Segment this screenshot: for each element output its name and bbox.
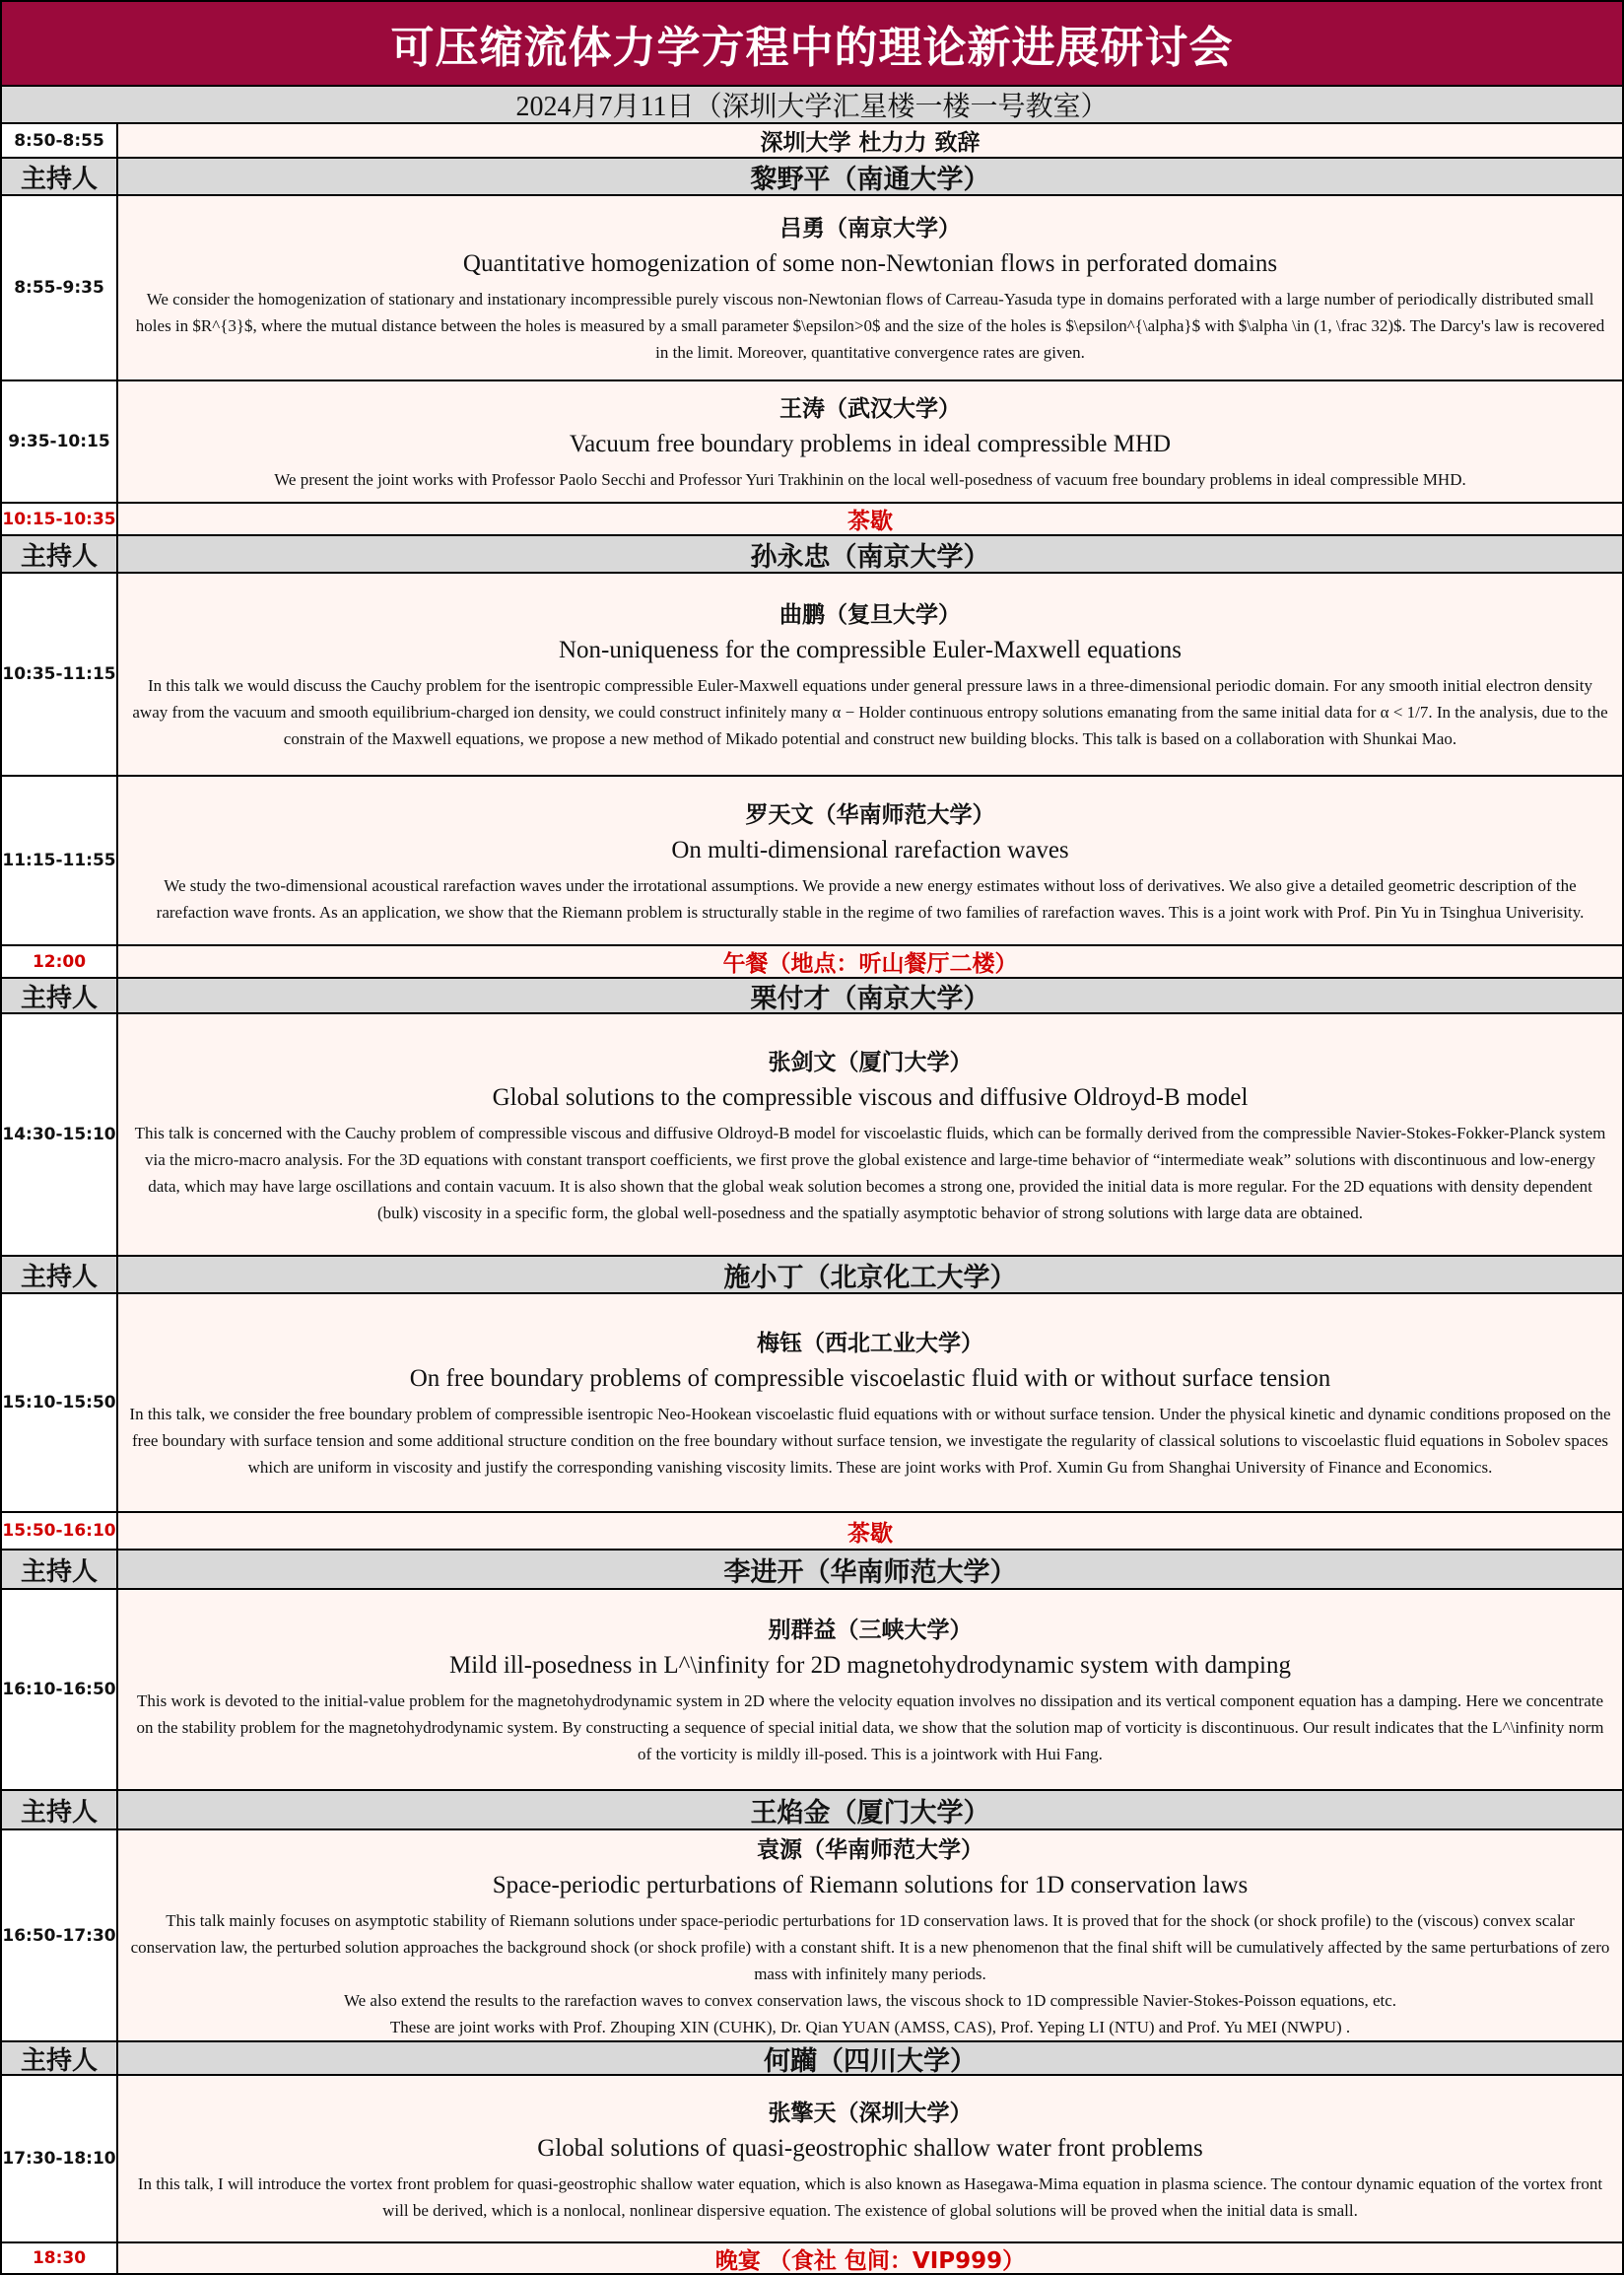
talk-title: Global solutions to the compressible viscous and diffusive Oldroyd-B model bbox=[492, 1083, 1249, 1111]
host-row bbox=[0, 1791, 1624, 1830]
host-row bbox=[0, 2042, 1624, 2076]
break-row bbox=[0, 1513, 1624, 1551]
host-label: 主持人 bbox=[2, 159, 118, 194]
talk-abstract: In this talk, we consider the free boundary problem of compressible isentropic Neo-Hookean viscoelastic fluid equations with or without surface tension. Under the physical kinetic and dynamic conditions proposed on the free boundary with surface tension and some additional structure condition on the free boundary without surface tension, we investigate the regularity of classical solutions to viscoelastic fluid equations in Sobolev spaces which are uniform in viscosity and justify the corresponding vanishing viscosity limits. These are joint works with Prof. Xumin Gu from Shanghai University of Finance and Economics. bbox=[129, 1405, 1611, 1477]
dinner-label: 晚宴 （食社 包间：VIP999） bbox=[714, 2247, 1026, 2273]
talk-row bbox=[0, 1014, 1624, 1257]
time-cell: 8:50-8:55 bbox=[2, 124, 118, 157]
talk-title: Mild ill-posedness in L^\infinity for 2D magnetohydrodynamic system with damping bbox=[449, 1652, 1291, 1679]
talk-content bbox=[118, 1014, 1622, 1255]
time-cell: 8:55-9:35 bbox=[2, 196, 118, 379]
opening-remarks: 深圳大学 杜力力 致辞 bbox=[760, 130, 981, 156]
time-cell: 17:30-18:10 bbox=[2, 2076, 118, 2241]
host-label: 主持人 bbox=[2, 1551, 118, 1588]
time-cell: 16:10-16:50 bbox=[2, 1590, 118, 1789]
talk-content bbox=[118, 2076, 1622, 2241]
speaker-name: 张剑文（厦门大学） bbox=[768, 1049, 973, 1075]
talk-content bbox=[118, 1830, 1622, 2040]
opening-row bbox=[0, 124, 1624, 159]
host-row bbox=[0, 1257, 1624, 1294]
break-label: 茶歇 bbox=[847, 1520, 893, 1547]
time-cell: 18:30 bbox=[2, 2243, 118, 2273]
time-cell: 12:00 bbox=[2, 946, 118, 977]
time-cell: 9:35-10:15 bbox=[2, 381, 118, 502]
host-label: 主持人 bbox=[2, 2042, 118, 2074]
host-name: 孙永忠（南京大学） bbox=[750, 541, 990, 572]
talk-content bbox=[118, 1590, 1622, 1789]
time-cell: 15:50-16:10 bbox=[2, 1513, 118, 1549]
speaker-name: 王涛（武汉大学） bbox=[779, 396, 961, 422]
talk-row bbox=[0, 1830, 1624, 2042]
speaker-name: 别群益（三峡大学） bbox=[768, 1618, 973, 1643]
talk-title: Quantitative homogenization of some non-Newtonian flows in perforated domains bbox=[462, 250, 1278, 277]
date-line: 2024月7月11日（深圳大学汇星楼一楼一号教室） bbox=[0, 87, 1624, 124]
speaker-name: 曲鹏（复旦大学） bbox=[779, 602, 961, 628]
talk-content bbox=[118, 574, 1622, 775]
talk-content bbox=[118, 777, 1622, 944]
host-row bbox=[0, 159, 1624, 196]
host-name: 李进开（华南师范大学） bbox=[723, 1556, 1017, 1588]
talk-row bbox=[0, 1294, 1624, 1513]
speaker-name: 罗天文（华南师范大学） bbox=[745, 801, 995, 828]
talk-title: On free boundary problems of compressible viscoelastic fluid with or without surface tension bbox=[409, 1365, 1331, 1392]
time-cell: 16:50-17:30 bbox=[2, 1830, 118, 2040]
talk-content bbox=[118, 1294, 1622, 1511]
talk-title: On multi-dimensional rarefaction waves bbox=[671, 836, 1069, 863]
host-name: 栗付才（南京大学） bbox=[750, 983, 990, 1012]
talk-title: Vacuum free boundary problems in ideal compressible MHD bbox=[569, 431, 1172, 457]
talk-row bbox=[0, 196, 1624, 381]
host-label: 主持人 bbox=[2, 1791, 118, 1828]
talk-row bbox=[0, 777, 1624, 946]
break-row bbox=[0, 2243, 1624, 2275]
host-row bbox=[0, 536, 1624, 574]
talk-content bbox=[118, 381, 1622, 502]
time-cell: 10:35-11:15 bbox=[2, 574, 118, 775]
host-name: 施小丁（北京化工大学） bbox=[723, 1262, 1017, 1292]
host-row bbox=[0, 1551, 1624, 1590]
talk-title: Global solutions of quasi-geostrophic shallow water front problems bbox=[537, 2134, 1203, 2162]
host-label: 主持人 bbox=[2, 1257, 118, 1292]
host-name: 何躏（四川大学） bbox=[764, 2045, 977, 2074]
talk-row bbox=[0, 381, 1624, 504]
speaker-name: 袁源（华南师范大学） bbox=[757, 1836, 983, 1863]
page-title: 可压缩流体力学方程中的理论新进展研讨会 bbox=[0, 0, 1624, 87]
break-row bbox=[0, 946, 1624, 979]
talk-row bbox=[0, 2076, 1624, 2243]
talk-abstract: In this talk, I will introduce the vortex front problem for quasi-geostrophic shallow water equation, which is also known as Hasegawa-Mima equation in plasma science. The contour dynamic equation of the vortex front will be derived, which is a nonlocal, nonlinear dispersive equation. The existence of global solutions will be proved when the initial data is small. bbox=[137, 2173, 1603, 2220]
talk-row bbox=[0, 574, 1624, 777]
talk-title: Non-uniqueness for the compressible Euler-Maxwell equations bbox=[559, 637, 1182, 663]
host-label: 主持人 bbox=[2, 536, 118, 572]
time-cell: 15:10-15:50 bbox=[2, 1294, 118, 1511]
lunch-label: 午餐（地点：听山餐厅二楼） bbox=[722, 951, 1018, 977]
talk-abstract: We present the joint works with Professor Paolo Secchi and Professor Yuri Trakhinin on the local well-posedness of vacuum free boundary problems in ideal compressible MHD. bbox=[274, 470, 1466, 489]
speaker-name: 梅钰（西北工业大学） bbox=[757, 1331, 983, 1356]
break-label: 茶歇 bbox=[847, 509, 893, 534]
time-cell: 14:30-15:10 bbox=[2, 1014, 118, 1255]
talk-abstract-extension: We also extend the results to the rarefaction waves to convex conservation laws, the viscous shock to 1D compressible Navier-Stokes-Poisson equations, etc. bbox=[343, 1990, 1397, 2010]
talk-abstract: In this talk we would discuss the Cauchy problem for the isentropic compressible Euler-Maxwell equations under general pressure laws in a three-dimensional periodic domain. For any smooth initial electron density away from the vacuum and smooth equilibrium-charged ion density, we could construct infinitely many α − Holder continuous entropy solutions emanating from the same initial data for α < 1/7. In the analysis, due to the constrain of the Maxwell equations, we propose a new method of Mikado potential and construct new building blocks. This talk is based on a collaboration with Shunkai Mao. bbox=[132, 676, 1608, 748]
time-cell: 10:15-10:35 bbox=[2, 504, 118, 534]
talk-abstract: This talk is concerned with the Cauchy problem of compressible viscous and diffusive Oldroyd-B model for viscoelastic fluids, which can be formally derived from the compressible Navier-Stokes-Fokker-Planck system via the micro-macro analysis. For the 3D equations with constant transport coefficients, we first prove the global existence and large-time behavior of “intermediate weak” solutions with discontinuous and low-energy data, which may have large oscillations and contain vacuum. It is also shown that the global weak solution becomes a strong one, provided the initial data is more regular. For the 2D equations with density dependent (bulk) viscosity in a specific form, the global well-posedness and the spatially asymptotic behavior of strong solutions with large data are obtained. bbox=[134, 1123, 1606, 1222]
talk-abstract: We consider the homogenization of stationary and instationary incompressible purely viscous non-Newtonian flows of Carreau-Yasuda type in domains perforated with a large number of periodically distributed small holes in $R^{3}$, where the mutual distance between the holes is measured by a small parameter $\epsilon>0$ and the size of the holes is $\epsilon^{\alpha}$ with $\alpha \in (1, \frac 32)$. The Darcy's law is recovered in the limit. Moreover, quantitative convergence rates are given. bbox=[135, 290, 1605, 362]
host-name: 黎野平（南通大学） bbox=[750, 164, 990, 194]
host-label: 主持人 bbox=[2, 979, 118, 1012]
talk-row bbox=[0, 1590, 1624, 1791]
talk-abstract: We study the two-dimensional acoustical rarefaction waves under the irrotational assumptions. We provide a new energy estimates without loss of derivatives. We also give a detailed geometric description of the rarefaction wave fronts. As an application, we show that the Riemann problem is structurally stable in the regime of two families of rarefaction waves. This is a joint work with Prof. Pin Yu in Tsinghua Univerisity. bbox=[156, 875, 1585, 922]
host-name: 王焰金（厦门大学） bbox=[750, 1797, 990, 1828]
talk-abstract: This talk mainly focuses on asymptotic stability of Riemann solutions under space-periodic perturbations for 1D conservation laws. It is proved that for the shock (or shock profile) to the (viscous) convex scalar conservation law, the perturbed solution approaches the background shock (or shock profile) with a constant shift. It is a new phenomenon that the final shift will be cumulatively affected by the same perturbations of zero mass with infinitely many periods. bbox=[130, 1910, 1610, 1983]
speaker-name: 吕勇（南京大学） bbox=[779, 216, 961, 241]
talk-title: Space-periodic perturbations of Riemann solutions for 1D conservation laws bbox=[492, 1871, 1249, 1898]
break-row bbox=[0, 504, 1624, 536]
time-cell: 11:15-11:55 bbox=[2, 777, 118, 944]
talk-abstract-coauthors: These are joint works with Prof. Zhouping XIN (CUHK), Dr. Qian YUAN (AMSS, CAS), Prof. Yeping LI (NTU) and Prof. Yu MEI (NWPU) . bbox=[389, 2017, 1351, 2036]
speaker-name: 张擎天（深圳大学） bbox=[768, 2100, 973, 2126]
talk-abstract: This work is devoted to the initial-value problem for the magnetohydrodynamic system in 2D where the velocity equation involves no dissipation and its vertical component equation has a damping. Here we concentrate on the stability problem for the magnetohydrodynamic system. By constructing a sequence of special initial data, we show that the solution map of vorticity is discontinuous. Our result indicates that the L^\infinity norm of the vorticity is mildly ill-posed. This is a jointwork with Hui Fang. bbox=[136, 1691, 1604, 1763]
talk-content bbox=[118, 196, 1622, 379]
host-row bbox=[0, 979, 1624, 1014]
